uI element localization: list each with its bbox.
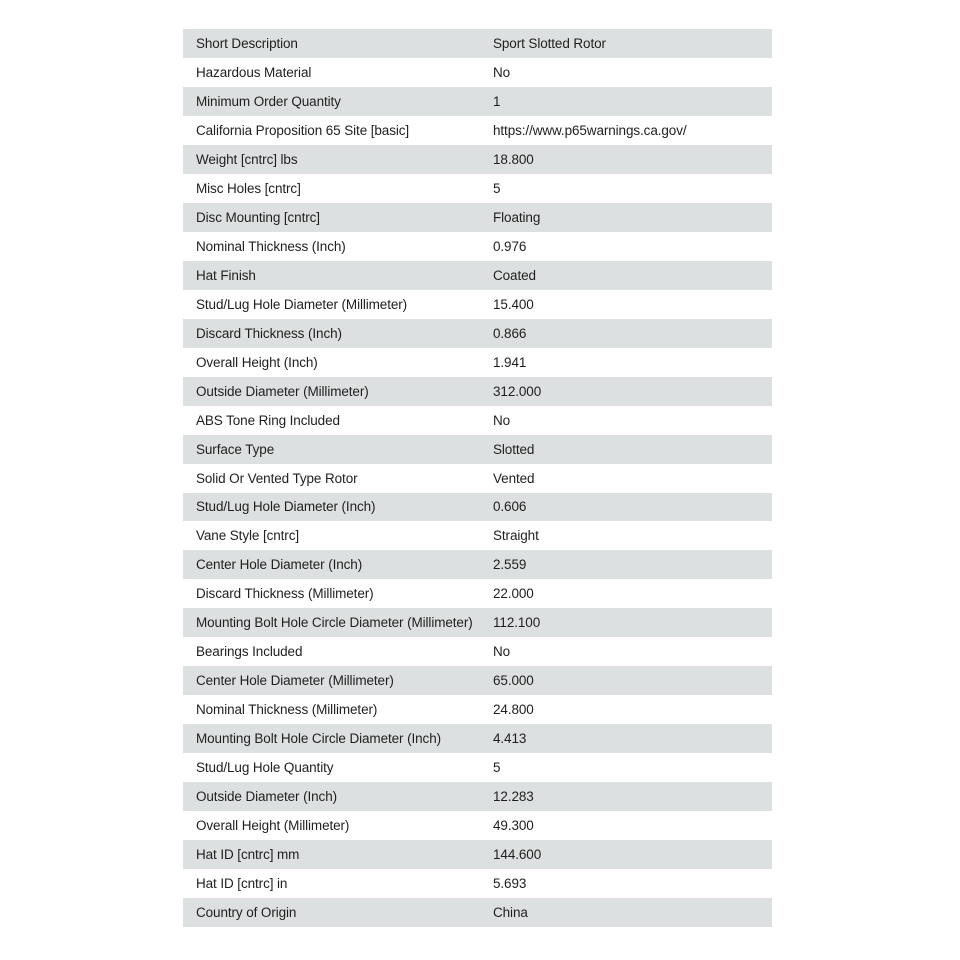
table-row (183, 377, 772, 406)
table-row (183, 840, 772, 869)
spec-label: Nominal Thickness (Millimeter) (196, 702, 378, 718)
spec-value: China (493, 905, 528, 921)
table-row (183, 348, 772, 377)
spec-label: Solid Or Vented Type Rotor (196, 470, 358, 486)
table-row (183, 898, 772, 927)
spec-value: Sport Slotted Rotor (493, 35, 606, 51)
table-row (183, 145, 772, 174)
spec-label: Overall Height (Inch) (196, 354, 318, 370)
spec-value: 12.283 (493, 789, 534, 805)
spec-label: Mounting Bolt Hole Circle Diameter (Inch) (196, 731, 441, 747)
spec-value: 65.000 (493, 673, 534, 689)
table-row (183, 87, 772, 116)
spec-value: No (493, 644, 511, 660)
spec-label: Hat Finish (196, 267, 256, 283)
table-row (183, 550, 772, 579)
spec-value: Vented (493, 470, 535, 486)
spec-value: No (493, 64, 511, 80)
table-row (183, 232, 772, 261)
spec-value: 1.941 (493, 354, 527, 370)
spec-value: 5 (493, 180, 501, 196)
spec-value: No (493, 412, 511, 428)
table-row (183, 203, 772, 232)
spec-value: 112.100 (493, 615, 541, 631)
spec-label: Discard Thickness (Inch) (196, 325, 342, 341)
table-row (183, 58, 772, 87)
spec-value: 312.000 (493, 383, 542, 399)
spec-label: Outside Diameter (Millimeter) (196, 383, 369, 399)
table-row (183, 608, 772, 637)
spec-value: 0.976 (493, 238, 527, 254)
spec-table (183, 29, 772, 927)
table-row (183, 29, 772, 58)
spec-label: Surface Type (196, 441, 275, 457)
spec-label: Hat ID [cntrc] in (196, 876, 288, 892)
table-row (183, 811, 772, 840)
spec-label: Weight [cntrc] lbs (196, 151, 298, 167)
spec-value: 0.866 (493, 325, 527, 341)
spec-value: Floating (493, 209, 541, 225)
spec-label: Discard Thickness (Millimeter) (196, 586, 374, 602)
table-row (183, 116, 772, 145)
spec-label: Stud/Lug Hole Quantity (196, 760, 334, 776)
spec-table-body (183, 29, 772, 927)
spec-label: Center Hole Diameter (Millimeter) (196, 673, 394, 689)
table-row (183, 261, 772, 290)
table-row (183, 666, 772, 695)
spec-label: Nominal Thickness (Inch) (196, 238, 346, 254)
spec-label: Mounting Bolt Hole Circle Diameter (Millimeter) (196, 615, 473, 631)
spec-value: 49.300 (493, 818, 534, 834)
spec-label: Outside Diameter (Inch) (196, 789, 337, 805)
spec-value: 1 (493, 93, 501, 109)
spec-label: Minimum Order Quantity (196, 93, 341, 109)
spec-label: Stud/Lug Hole Diameter (Millimeter) (196, 296, 408, 312)
table-row (183, 637, 772, 666)
table-row (183, 174, 772, 203)
table-row (183, 319, 772, 348)
spec-label: Hazardous Material (196, 64, 312, 80)
spec-label: Misc Holes [cntrc] (196, 180, 301, 196)
spec-label: Overall Height (Millimeter) (196, 818, 350, 834)
spec-value: 24.800 (493, 702, 534, 718)
spec-value: 15.400 (493, 296, 534, 312)
table-row (183, 869, 772, 898)
spec-value: Straight (493, 528, 539, 544)
spec-value: 0.606 (493, 499, 527, 515)
spec-label: Bearings Included (196, 644, 303, 660)
spec-value: Slotted (493, 441, 535, 457)
table-row (183, 521, 772, 550)
spec-label: Disc Mounting [cntrc] (196, 209, 320, 225)
spec-value: 18.800 (493, 151, 534, 167)
table-row (183, 464, 772, 493)
spec-value: 4.413 (493, 731, 527, 747)
table-row (183, 406, 772, 435)
spec-label: Vane Style [cntrc] (196, 528, 299, 544)
spec-value: 2.559 (493, 557, 527, 573)
spec-label: Country of Origin (196, 905, 297, 921)
spec-label: Short Description (196, 35, 298, 51)
table-row (183, 695, 772, 724)
spec-label: ABS Tone Ring Included (196, 412, 340, 428)
spec-label: Hat ID [cntrc] mm (196, 847, 300, 863)
spec-value: 144.600 (493, 847, 542, 863)
table-row (183, 724, 772, 753)
spec-label: Stud/Lug Hole Diameter (Inch) (196, 499, 376, 515)
spec-value: 5.693 (493, 876, 527, 892)
table-row (183, 435, 772, 464)
spec-value[interactable]: https://www.p65warnings.ca.gov/ (493, 122, 687, 138)
table-row (183, 753, 772, 782)
table-row (183, 290, 772, 319)
spec-value: 22.000 (493, 586, 534, 602)
table-row (183, 493, 772, 522)
spec-value: 5 (493, 760, 501, 776)
spec-label: Center Hole Diameter (Inch) (196, 557, 363, 573)
spec-label: California Proposition 65 Site [basic] (196, 122, 410, 138)
table-row (183, 782, 772, 811)
table-row (183, 579, 772, 608)
spec-value: Coated (493, 267, 536, 283)
